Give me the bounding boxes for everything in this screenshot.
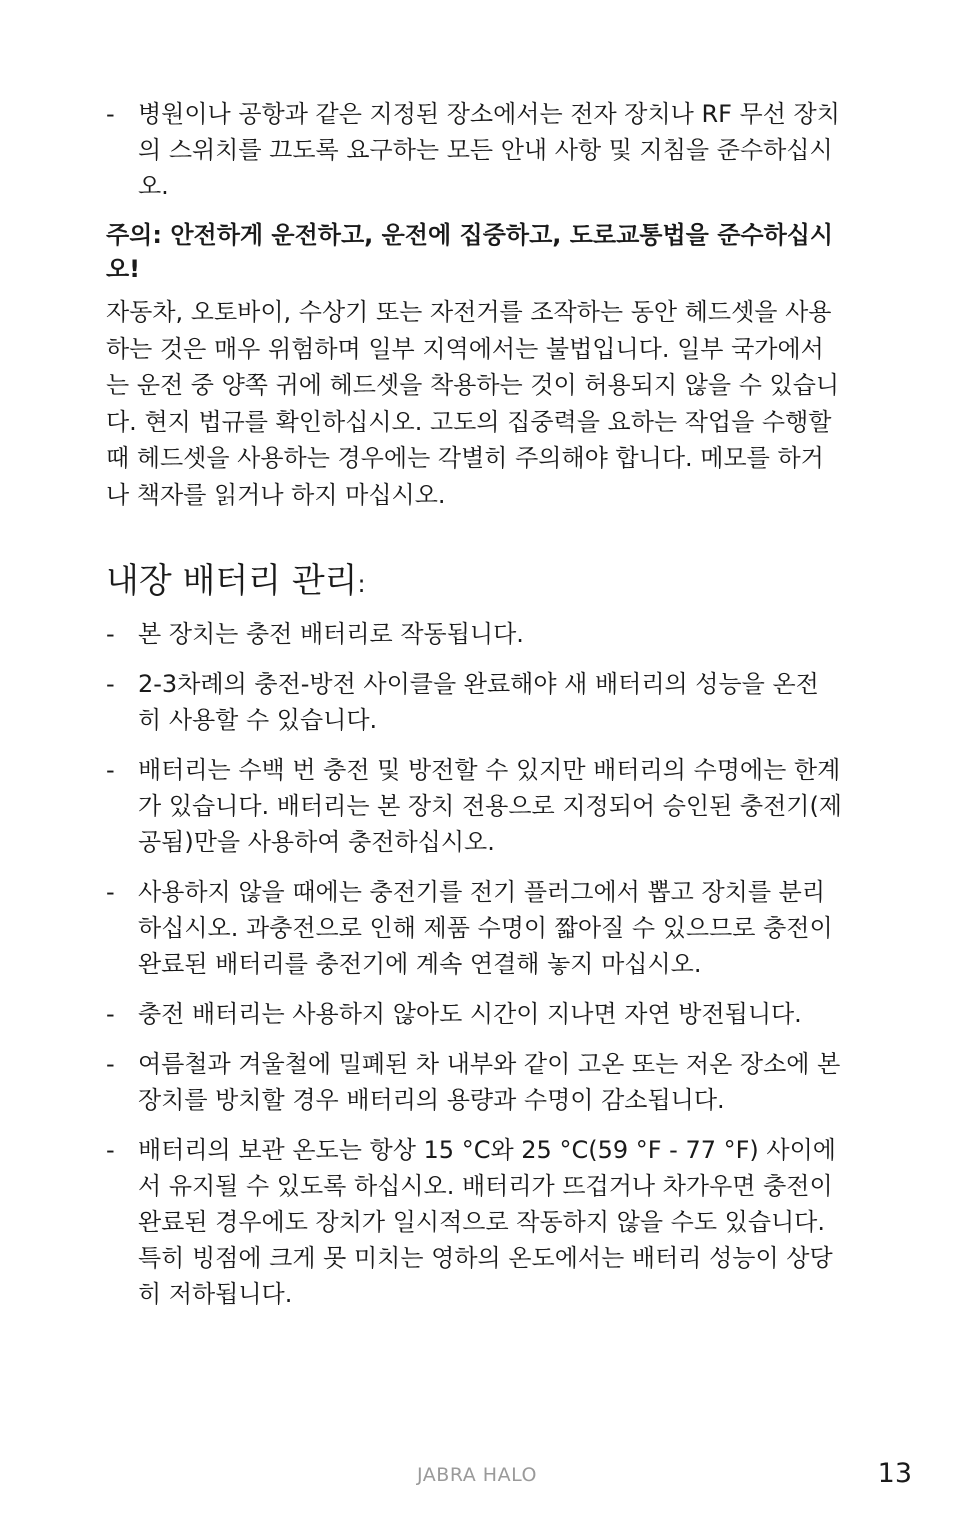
list-item [106,996,842,1032]
section-heading-text: 내장 배터리 관리 [106,561,358,601]
list-item-text: 병원이나 공항과 같은 지정된 장소에서는 전자 장치나 RF 무선 장치의 스위치를 끄도록 요구하는 모든 안내 사항 및 지침을 준수하십시오. [138,100,840,200]
list-item [106,752,842,860]
bullet-dash: - [106,100,115,128]
list-item [106,616,842,652]
bullet-dash: - [106,878,115,906]
page-number: 13 [877,1458,912,1489]
footer-brand: JABRA HALO [417,1464,537,1486]
list-item-text: 여름철과 겨울철에 밀폐된 차 내부와 같이 고온 또는 저온 장소에 본 장치를 방치할 경우 배터리의 용량과 수명이 감소됩니다. [138,1050,841,1114]
list-item-text: 사용하지 않을 때에는 충전기를 전기 플러그에서 뽑고 장치를 분리하십시오. 과충전으로 인해 제품 수명이 짧아질 수 있으므로 충전이 완료된 배터리를 충전기에 계속 연결해 놓지 마십시오. [138,878,833,978]
warning-body: 자동차, 오토바이, 수상기 또는 자전거를 조작하는 동안 헤드셋을 사용하는 것은 매우 위험하며 일부 지역에서는 불법입니다. 일부 국가에서는 운전 중 양쪽 귀에 헤드셋을 착용하는 것이 허용되지 않을 수 있습니다. 현지 법규를 확인하십시오. 고도의 집중력을 요하는 작업을 수행할 때 헤드셋을 사용하는 경우에는 각별히 주의해야 합니다. 메모를 하거나 책자를 읽거나 하지 마십시오. [106,298,840,509]
list-item-text: 본 장치는 충전 배터리로 작동됩니다. [138,620,524,648]
list-item-text: 2-3차례의 충전-방전 사이클을 완료해야 새 배터리의 성능을 온전히 사용할 수 있습니다. [138,670,819,734]
bullet-dash: - [106,1136,115,1164]
section-heading-colon: : [357,570,366,598]
section-heading [106,559,842,606]
bullet-dash: - [106,620,115,648]
list-item [106,1046,842,1118]
bullet-dash: - [106,756,115,784]
bullet-dash: - [106,670,115,698]
list-item [106,96,842,204]
bullet-dash: - [106,1000,115,1028]
list-item-text: 충전 배터리는 사용하지 않아도 시간이 지나면 자연 방전됩니다. [138,1000,802,1028]
list-item-text: 배터리는 수백 번 충전 및 방전할 수 있지만 배터리의 수명에는 한계가 있습니다. 배터리는 본 장치 전용으로 지정되어 승인된 충전기(제공됨)만을 사용하여 충전하십시오. [138,756,842,856]
bullet-dash: - [106,1050,115,1078]
list-item [106,874,842,982]
warning-title: 주의: 안전하게 운전하고, 운전에 집중하고, 도로교통법을 준수하십시오! [106,221,834,283]
page-content [106,96,842,1326]
list-item [106,1132,842,1312]
list-item-text: 배터리의 보관 온도는 항상 15 °C와 25 °C(59 °F - 77 °F) 사이에서 유지될 수 있도록 하십시오. 배터리가 뜨겁거나 차가우면 충전이 완료된 경우에도 장치가 일시적으로 작동하지 않을 수도 있습니다. 특히 빙점에 크게 못 미치는 영하의 온도에서는 배터리 성능이 상당히 저하됩니다. [138,1136,836,1308]
list-item [106,666,842,738]
